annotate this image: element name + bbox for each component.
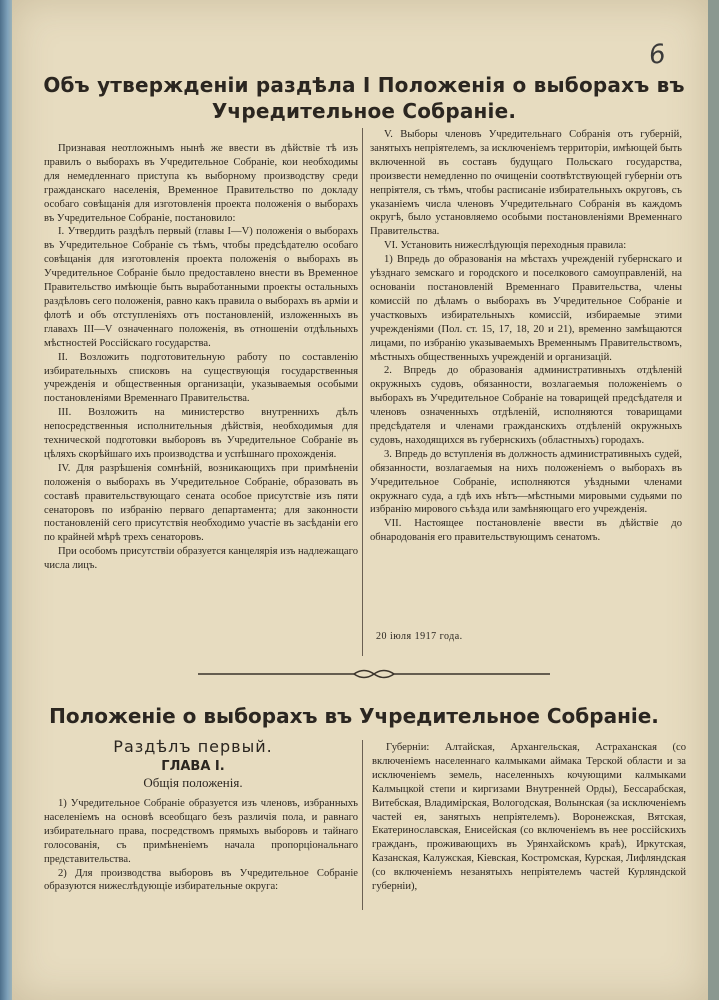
document-page — [12, 0, 708, 1000]
column-divider — [362, 128, 363, 656]
decree-paragraph: 1) Впредь до образованія на мѣстахъ учрежденій губернскаго и уѣзднаго земскаго и городского и поселкового самоуправленій, на основаніи постановленій Временнаго Правительства, члены комиссій по дѣламъ о выборахъ въ Учредительное Собраніе и участковыхъ избирательныхъ комиссій, избираемые этими учрежденіями (Пол. ст. 15, 17, 18, 20 и 21), временно замѣщаются лицами, по избранію указываемыхъ Временнымъ Правительствомъ, мѣстныхъ общественныхъ учрежденій и организацій. — [370, 254, 682, 363]
ornamental-divider — [194, 667, 554, 681]
decree-paragraph: IV. Для разрѣшенія сомнѣній, возникающихъ при примѣненіи положенія о выборахъ въ Учредительное Собраніе, образовать въ составѣ правительствующаго сената особое присутствіе изъ пяти сенаторовъ по избранію перваго департамента; для законности постановленій сего присутствія необходимо участіе въ засѣданіи его по крайней мѣрѣ трехъ сенаторовъ. — [44, 462, 358, 544]
decree-paragraph: 2. Впредь до образованія административныхъ отдѣленій окружныхъ судовъ, обязанности, возлагаемыя положеніемъ о выборахъ въ Учредительное Собраніе на товарищей предсѣдателя и членовъ означенныхъ отдѣленій, исполняются товарищами предсѣдателя и членами гражданскихъ отдѣленій окружныхъ судовъ, находящихся въ губернскихъ (областныхъ) городахъ. — [370, 365, 682, 446]
decree-paragraph: При особомъ присутствіи образуется канцелярія изъ надлежащаго числа лицъ. — [44, 546, 358, 572]
decree-title: Объ утвержденіи раздѣла I Положенія о выборахъ въ Учредительное Собраніе. — [43, 73, 685, 123]
decree-paragraph: I. Утвердить раздѣлъ первый (главы I—V) положенія о выборахъ въ Учредительное Собраніе съ тѣмъ, чтобы предсѣдателю особаго совѣщанія для изготовленія проекта положенія о выборахъ въ Учредительное Собраніе было предоставлено внести въ Временное Правительство имѣющіе быть выработанными проекты остальныхъ раздѣловъ сего положенія, равно какъ правила о выборахъ въ арміи и флотѣ и объ отступленіяхъ отъ постановленій, изложенныхъ въ главахъ III—V означеннаго положенія, въ отношеніи отдѣльныхъ мѣстностей Россійскаго государства. — [44, 226, 358, 349]
decree-paragraph: 3. Впредь до вступленія въ должность административныхъ судей, обязанности, возлагаемыя на нихъ положеніемъ о выборахъ въ Учредительное Собраніе, исполняются уѣздными членами окружнаго суда, а гдѣ ихъ нѣтъ—мѣстными мировыми судьями по избранію мирового съѣзда или замѣняющаго его учрежденія. — [370, 448, 682, 516]
decree-column-left — [44, 142, 358, 648]
regulation-title: Положеніе о выборахъ въ Учредительное Собраніе. — [49, 704, 659, 728]
decree-column-right — [370, 128, 682, 618]
decree-paragraph: VI. Установить нижеслѣдующія переходныя правила: — [384, 240, 627, 252]
chapter-title: ГЛАВА I. — [161, 759, 225, 774]
decree-paragraph: II. Возложить подготовительную работу по составленію избирательныхъ списковъ на существующія государственныя учрежденія и общественныя организаціи, указываемыя особыми постановленіями Временнаго Правительства. — [44, 351, 358, 405]
regulation-paragraph: 1) Учредительное Собраніе образуется изъ членовъ, избранныхъ населеніемъ на основѣ всеобщаго безъ различія пола, и равнаго избирательнаго права, посредствомъ прямыхъ выборовъ и тайнаго голосованія, съ примѣненіемъ начала пропорціональнаго представительства. — [44, 798, 358, 865]
regulation-paragraph: Губерніи: Алтайская, Архангельская, Астраханская (со включеніемъ населеннаго калмыками аймака Терской области и за исключеніемъ земель, населенныхъ кочующими калмыками Калмыцкой степи и киргизами Внутренней Орды), Бессарабская, Витебская, Владимірская, Вологодская, Волынская (за исключеніемъ частей ея, занятыхъ непріятелемъ). Воронежская, Вятская, Екатеринославская, Енисейская (со включеніемъ въ нее россійскихъ гражданъ, проживающихъ въ Урянхайскомъ краѣ), Иркутская, Казанская, Калужская, Кіевская, Костромская, Курская, Лифляндская (со включеніемъ незанятыхъ непріятелемъ частей Курляндской губерніи), — [372, 742, 686, 893]
regulation-column-left — [44, 797, 358, 897]
decree-paragraph: V. Выборы членовъ Учредительнаго Собранія отъ губерній, занятыхъ непріятелемъ, за исключеніемъ территоріи, имѣющей быть включенной въ составъ будущаго Польскаго государства, произвести немедленно по очищеніи соотвѣтствующей губерніи отъ непріятеля, съ тѣмъ, чтобы расписаніе избирательныхъ округовъ, съ указаніемъ числа членовъ Учредительнаго Собранія въ каждомъ округѣ, было установляемо особыми постановленіями Временнаго Правительства. — [370, 129, 682, 238]
decree-paragraph: Признавая неотложнымъ нынѣ же ввести въ дѣйствіе тѣ изъ правилъ о выборахъ въ Учредительное Собраніе, кои необходимы для немедленнаго приступа къ выборному производству среди гражданскаго населенія, Временное Правительство по докладу особаго совѣщанія для изготовленія проекта положенія о выборахъ въ Учредительное Собраніе, постановило: — [44, 143, 358, 224]
column-divider — [362, 740, 363, 910]
decree-date: 20 іюля 1917 года. — [376, 631, 463, 642]
section-title: Раздѣлъ первый. — [113, 737, 273, 756]
page-number: 6 — [647, 38, 669, 72]
section-heading — [34, 737, 352, 791]
decree-paragraph: VII. Настоящее постановленіе ввести въ дѣйствіе до обнародованія его правительствующимъ сенатомъ. — [370, 518, 682, 544]
chapter-subtitle: Общія положенія. — [143, 775, 243, 790]
regulation-column-right — [372, 741, 686, 911]
regulation-paragraph: 2) Для производства выборовъ въ Учредительное Собраніе образуются нижеслѣдующіе избирательные округа: — [44, 867, 358, 893]
decree-paragraph: III. Возложить на министерство внутреннихъ дѣлъ непосредственныя исполнительныя дѣйствія, необходимыя для технической подготовки выборовъ въ Учредительное Собраніе въ цѣляхъ скорѣйшаго ихъ производства и успѣшнаго прохожденія. — [44, 407, 358, 460]
